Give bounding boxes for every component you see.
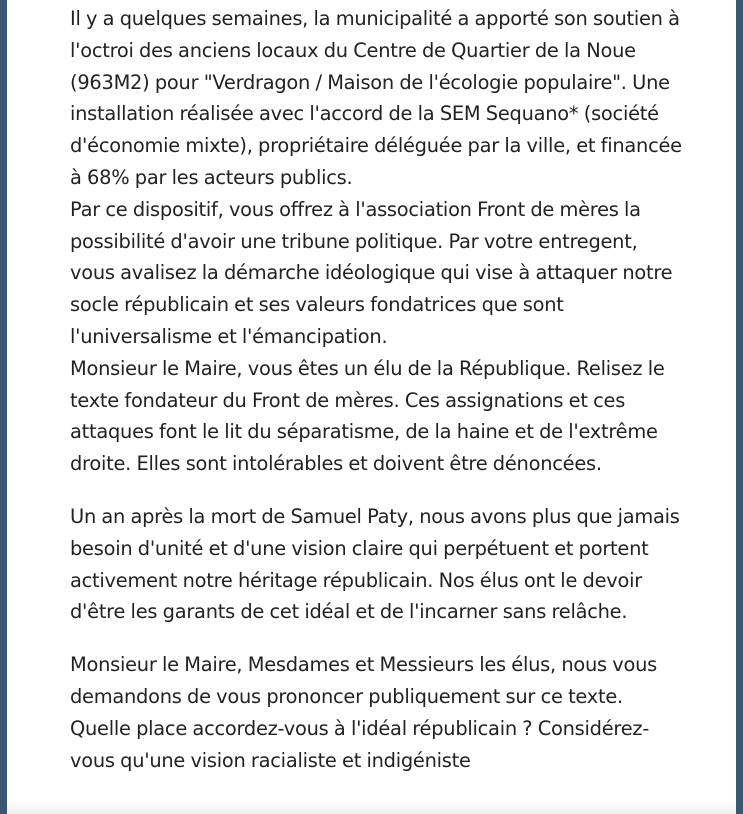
paragraph-locaux: Il y a quelques semaines, la municipalité a apporté son soutien à l'octroi des anciens locaux du Centre de Quartier de la Noue (963M2) pour "Verdragon / Maison de l'écologie populaire". Une installation réalisée avec l'accord de la SEM Sequano* (société d'économie mixte), propriétaire déléguée par la ville, et financée à 68% par les acteurs publics. — [70, 7, 682, 189]
paragraph-front-de-meres: Par ce dispositif, vous offrez à l'association Front de mères la possibilité d'avoir une tribune politique. Par votre entregent, vous avalisez la démarche idéologique qui vise à attaquer notre socle républicain et ses valeurs fondatrices que sont l'universalisme et l'émancipation. — [70, 197, 673, 348]
page-bottom-shadow — [7, 800, 736, 814]
paragraph-samuel-paty: Un an après la mort de Samuel Paty, nous avons plus que jamais besoin d'unité et d'une vision claire qui perpétuent et portent activement notre héritage républicain. Nos élus ont le devoir d'être les garants de cet idéal et de l'incarner sans relâche. — [70, 504, 680, 624]
paragraph-maire-republique: Monsieur le Maire, vous êtes un élu de la République. Relisez le texte fondateur du Front de mères. Ces assignations et ces attaques font le lit du séparatisme, de la haine et de l'extrême droite. Elles sont intolérables et doivent être dénoncées. — [70, 356, 665, 476]
paragraph-demande-publique: Monsieur le Maire, Mesdames et Messieurs les élus, nous vous demandons de vous prononcer publiquement sur ce texte. Quelle place accordez-vous à l'idéal républicain ? Considérez-vous qu'une vision racialiste et indigéniste — [70, 653, 658, 772]
article-page — [7, 0, 736, 814]
article-body — [70, 3, 684, 776]
